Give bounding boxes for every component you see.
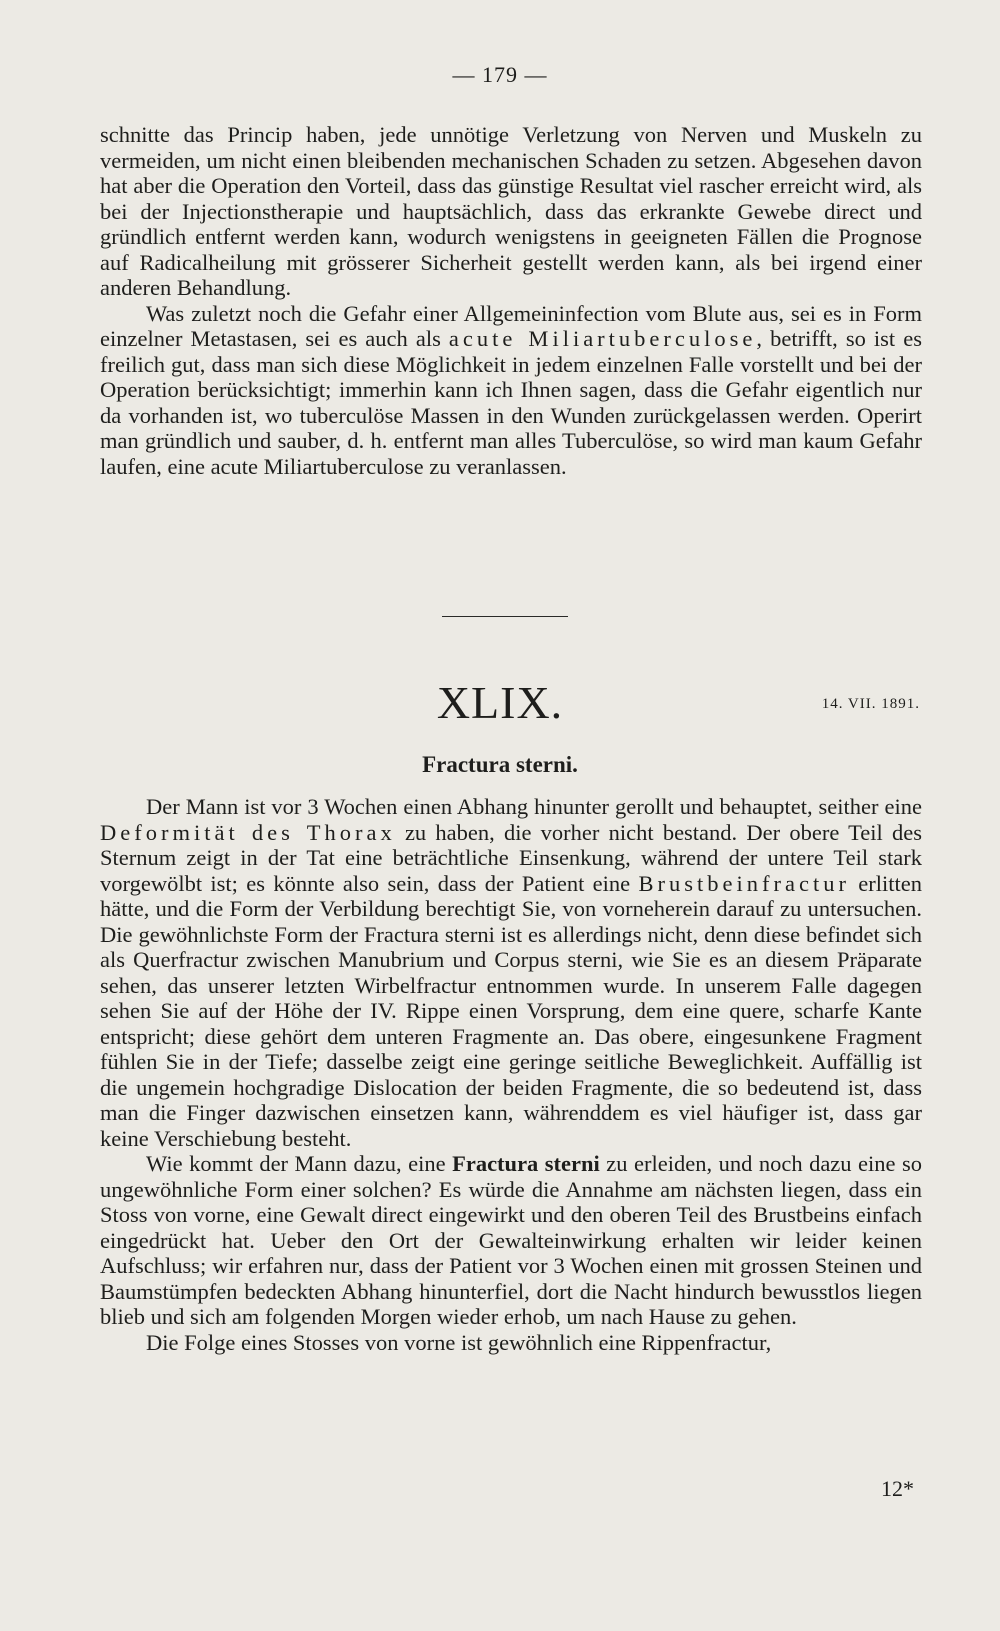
chapter-body-text	[100, 794, 922, 1355]
signature-mark: 12*	[881, 1476, 914, 1501]
emphasis-spaced: acute Miliartuberculose	[448, 326, 757, 351]
paragraph	[100, 794, 922, 1151]
chapter-title: Fractura sterni.	[422, 752, 578, 777]
text-run: erlitten hätte, und die Form der Verbildung berechtigt Sie, von vorneherein darauf zu untersuchen. Die gewöhnlichste Form der Fractura sterni ist es allerdings nicht, denn diese befindet sich als Querfractur zwischen Manubrium und Corpus sterni, wie Sie es an diesem Präparate sehen, das unserer letzten Wirbelfractur entnommen wurde. In unserem Falle dagegen sehen Sie auf der Höhe der IV. Rippe einen Vorsprung, dem eine quere, scharfe Kante entspricht; diese gehört dem unteren Fragmente an. Das obere, eingesunkene Fragment fühlen Sie in der Tiefe; dasselbe zeigt eine geringe seitliche Beweglichkeit. Auffällig ist die ungemein hochgradige Dislocation der beiden Fragmente, die so bedeutend ist, dass man die Finger dazwischen einsetzen kann, währenddem es viel häufiger ist, dass gar keine Verschiebung besteht.	[100, 870, 922, 1151]
text-run: Wie kommt der Mann dazu, eine	[146, 1151, 453, 1176]
section-divider	[442, 616, 568, 617]
text-run: Was zuletzt noch die Gefahr einer Allgemeininfection vom Blute aus, sei es in Form einzelner Metastasen, sei es auch als	[100, 300, 922, 351]
chapter-numeral: XLIX.	[436, 677, 564, 728]
text-run: Die Folge eines Stosses von vorne ist gewöhnlich eine Rippenfractur,	[146, 1329, 772, 1355]
section-continuation-text	[100, 122, 922, 479]
paragraph	[100, 301, 922, 480]
chapter-date: 14. VII. 1891.	[821, 696, 920, 712]
text-run: zu erleiden, und noch dazu eine so ungewöhnliche Form einer solchen? Es würde die Annahme am nächsten liegen, dass ein Stoss von vorne, eine Gewalt direct eingewirkt und den oberen Teil des Brustbeins einfach eingedrückt hat. Ueber den Ort der Gewalteinwirkung erhalten wir leider keinen Aufschluss; wir erfahren nur, dass der Patient vor 3 Wochen einen mit grossen Steinen und Baumstümpfen bedeckten Abhang hinunterfiel, dort die Nacht hindurch bewusstlos liegen blieb und sich am folgenden Morgen wieder erhob, um nach Hause zu gehen.	[100, 1151, 923, 1329]
text-run: schnitte das Princip haben, jede unnötige Verletzung von Nerven und Muskeln zu vermeiden, um nicht einen bleibenden mechanischen Schaden zu setzen. Abgesehen davon hat aber die Operation den Vorteil, dass das günstige Resultat viel rascher erreicht wird, als bei der Injectionstherapie und hauptsächlich, dass das erkrankte Gewebe direct und gründlich entfernt werden kann, wodurch wenigstens in geeigneten Fällen die Prognose auf Radicalheilung mit grösserer Sicherheit gestellt werden kann, als bei irgend einer anderen Behandlung.	[100, 122, 922, 300]
text-run: Der Mann ist vor 3 Wochen einen Abhang hinunter gerollt und behauptet, seither eine	[146, 794, 922, 819]
text-run: , betrifft, so ist es freilich gut, dass man sich diese Möglichkeit in jedem einzelnen Falle vorstellt und bei der Operation berücksichtigt; immerhin kann ich Ihnen sagen, dass die Gefahr eigentlich nur da vorhanden ist, wo tuberculöse Massen in den Wunden zurückgelassen werden. Operirt man gründlich und sauber, d. h. entfernt man alles Tuberculöse, so wird man kaum Gefahr laufen, eine acute Miliartuberculose zu veranlassen.	[100, 326, 922, 479]
paragraph	[100, 1151, 922, 1330]
text-run: zu haben, die vorher nicht bestand. Der obere Teil des Sternum zeigt in der Tat eine beträchtliche Einsenkung, während der untere Teil stark vorgewölbt ist; es könnte also sein, dass der Patient eine	[100, 819, 922, 896]
paragraph	[100, 122, 922, 301]
emphasis-spaced: Deformität des Thorax	[100, 819, 396, 845]
emphasis-spaced: Brustbeinfractur	[638, 870, 850, 896]
page-number: — 179 —	[452, 62, 548, 87]
emphasis-bold: Fractura sterni	[452, 1151, 600, 1176]
paragraph	[100, 1330, 922, 1356]
